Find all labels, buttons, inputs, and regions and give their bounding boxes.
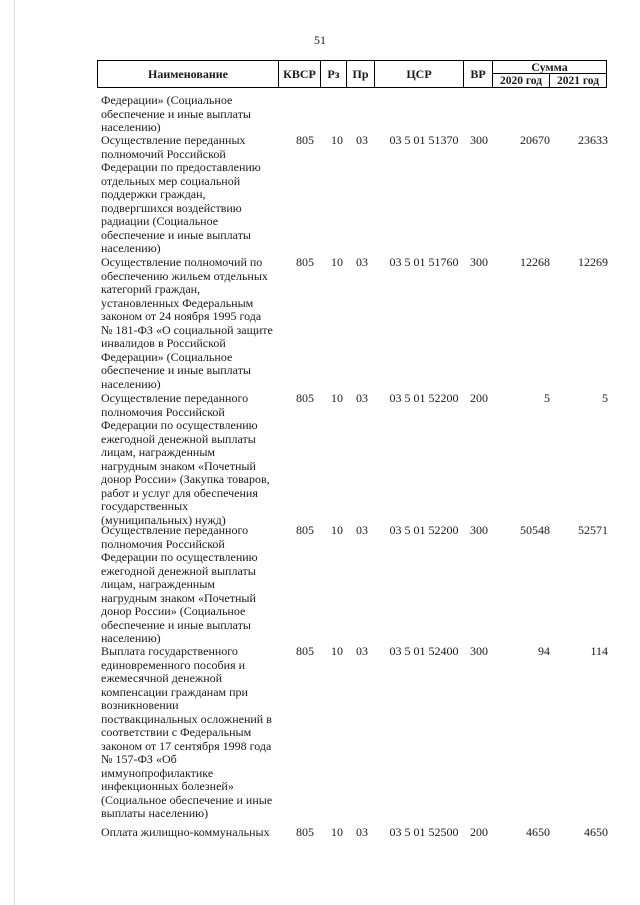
cell-rz: 10 (331, 255, 343, 269)
cell-csr: 03 5 01 52400 (389, 644, 459, 658)
cell-kvsr: 805 (296, 825, 314, 839)
cell-sum-2021: 114 (590, 644, 608, 658)
cell-vr: 300 (470, 133, 488, 147)
row-name: Осуществление полномочий по обеспечению жильем отдельных категорий граждан, установленных Федеральным законом от 24 ноября 1995 года № 181-ФЗ «О социальной защите инвалидов в Российской Федерации» (Социальное обеспечение и иные выплаты населению) (101, 255, 273, 391)
cell-pr: 03 (356, 644, 368, 658)
cell-rz: 10 (331, 523, 343, 537)
cell-vr: 300 (470, 523, 488, 537)
cell-pr: 03 (356, 391, 368, 405)
header-rz: Рз (321, 61, 347, 87)
cell-vr: 300 (470, 644, 488, 658)
header-csr: ЦСР (375, 61, 464, 87)
cell-pr: 03 (356, 255, 368, 269)
cell-rz: 10 (331, 825, 343, 839)
cell-csr: 03 5 01 52200 (389, 391, 459, 405)
header-sum: Сумма (493, 61, 606, 74)
cell-pr: 03 (356, 825, 368, 839)
header-pr: Пр (347, 61, 375, 87)
cell-vr: 200 (470, 825, 488, 839)
cell-csr: 03 5 01 51760 (389, 255, 459, 269)
header-kvsr: КВСР (279, 61, 321, 87)
cell-csr: 03 5 01 52200 (389, 523, 459, 537)
row-name: Оплата жилищно-коммунальных (101, 825, 270, 839)
cell-sum-2020: 20670 (520, 133, 550, 147)
cell-rz: 10 (331, 644, 343, 658)
table-header (97, 60, 607, 88)
cell-rz: 10 (331, 391, 343, 405)
cell-sum-2021: 4650 (584, 825, 608, 839)
cell-vr: 300 (470, 255, 488, 269)
cell-csr: 03 5 01 52500 (389, 825, 459, 839)
cell-sum-2021: 23633 (578, 133, 608, 147)
header-year-2021: 2021 год (556, 74, 600, 87)
cell-pr: 03 (356, 523, 368, 537)
cell-sum-2020: 5 (544, 391, 550, 405)
header-name: Наименование (98, 61, 279, 87)
cell-sum-2020: 50548 (520, 523, 550, 537)
cell-kvsr: 805 (296, 644, 314, 658)
scan-edge-line (14, 0, 15, 905)
cell-csr: 03 5 01 51370 (389, 133, 459, 147)
cell-kvsr: 805 (296, 523, 314, 537)
cell-kvsr: 805 (296, 255, 314, 269)
cell-sum-2020: 12268 (520, 255, 550, 269)
cell-sum-2021: 5 (602, 391, 608, 405)
cell-rz: 10 (331, 133, 343, 147)
cell-kvsr: 805 (296, 133, 314, 147)
cell-sum-2021: 12269 (578, 255, 608, 269)
row-name: Осуществление переданного полномочия Российской Федерации по осуществлению ежегодной денежной выплаты лицам, награжденным нагрудным знаком «Почетный донор России» (Закупка товаров, работ и услуг для обеспечения государственных (муниципальных) нужд) (101, 391, 270, 527)
cell-kvsr: 805 (296, 391, 314, 405)
page-number: 51 (314, 33, 326, 47)
row-name: Федерации» (Социальное обеспечение и иные выплаты населению) (101, 93, 251, 134)
row-name: Осуществление переданных полномочий Российской Федерации по предоставлению отдельных мер социальной поддержки граждан, подвергшихся воздействию радиации (Социальное обеспечение и иные выплаты населению) (101, 133, 261, 255)
row-name: Осуществление переданного полномочия Российской Федерации по осуществлению ежегодной денежной выплаты лицам, награжденным нагрудным знаком «Почетный донор России» (Социальное обеспечение и иные выплаты населению) (101, 523, 258, 645)
cell-sum-2020: 4650 (526, 825, 550, 839)
row-name: Выплата государственного единовременного пособия и ежемесячной денежной компенсации гражданам при возникновении поствакцинальных осложнений в соответствии с Федеральным законом от 17 сентября 1998 года № 157-ФЗ «Об иммунопрофилактике инфекционных болезней» (Социальное обеспечение и иные выплаты населению) (101, 644, 273, 820)
header-year-2020: 2020 год (493, 74, 550, 87)
cell-sum-2021: 52571 (578, 523, 608, 537)
cell-sum-2020: 94 (538, 644, 550, 658)
cell-vr: 200 (470, 391, 488, 405)
header-vr: ВР (464, 61, 493, 87)
cell-pr: 03 (356, 133, 368, 147)
